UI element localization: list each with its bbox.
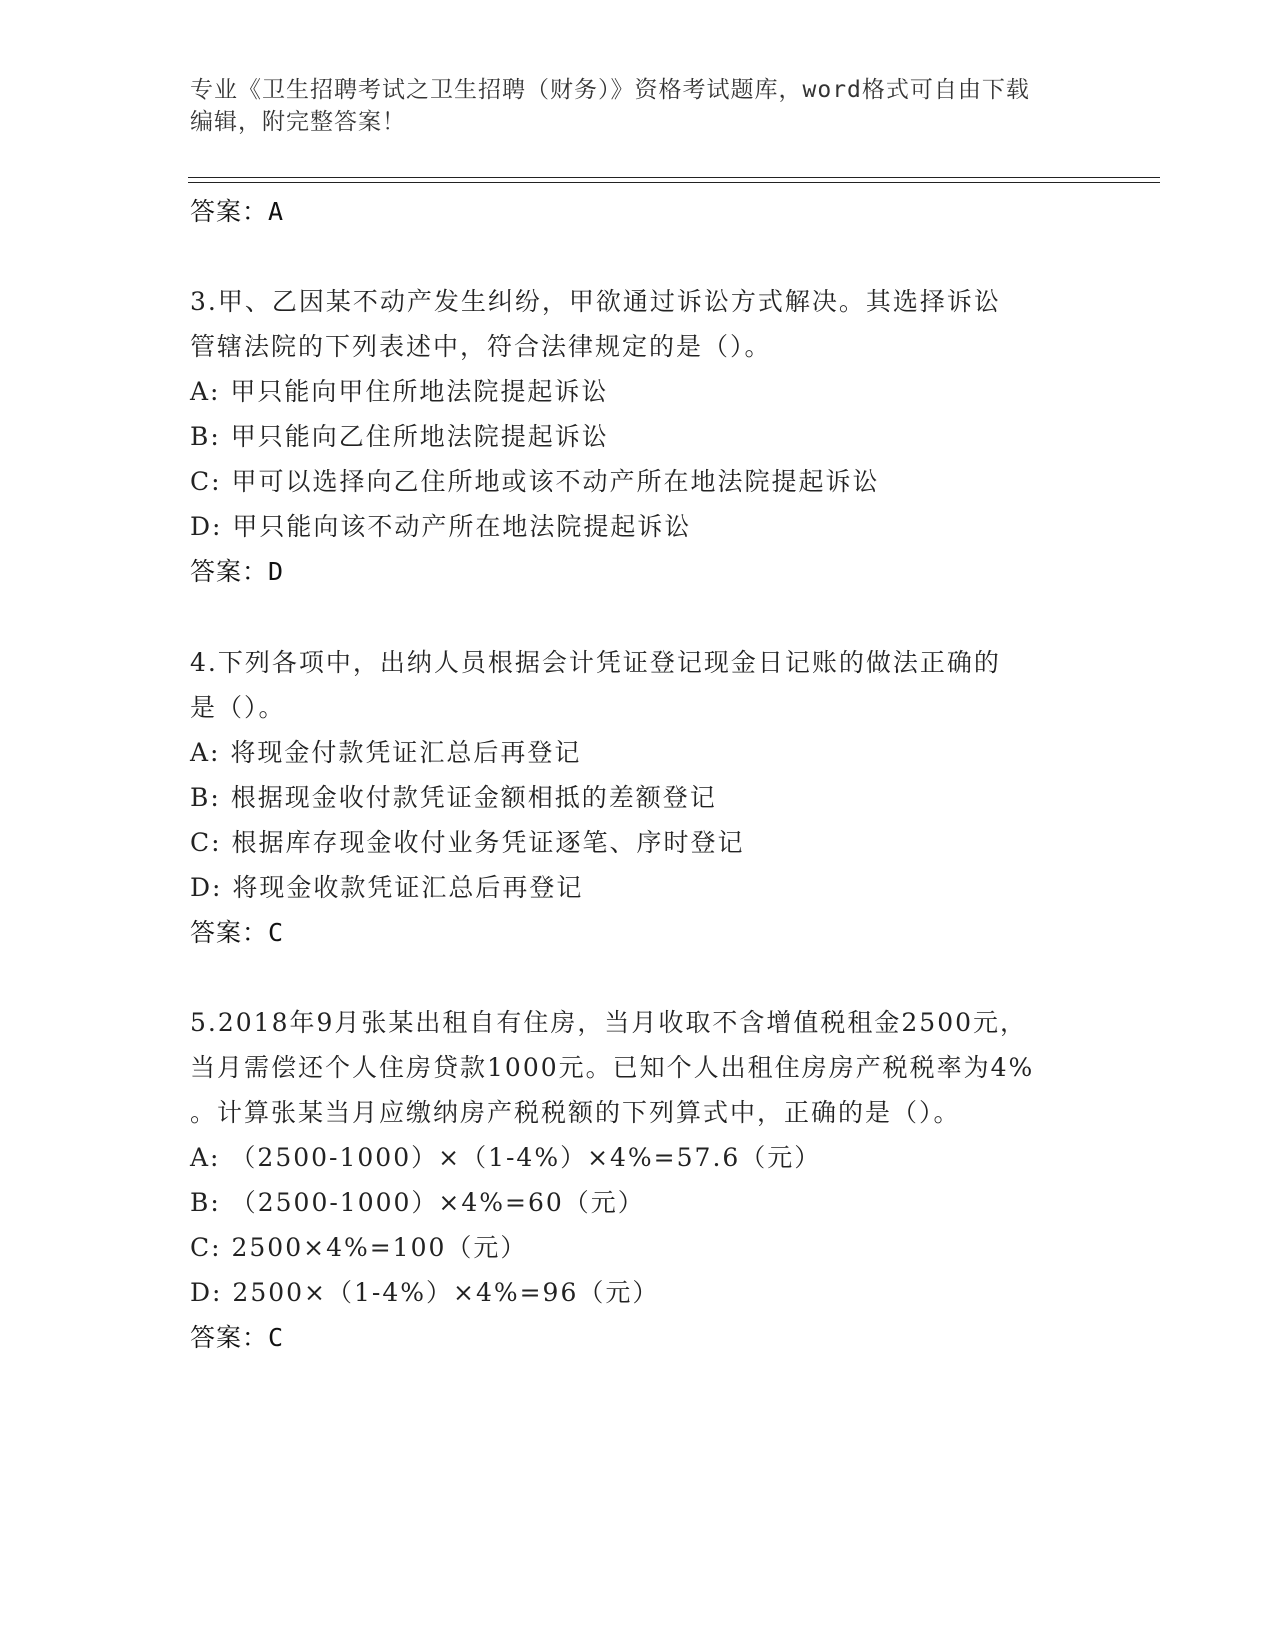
q3-option-b: B: 甲只能向乙住所地法院提起诉讼 (190, 422, 609, 451)
q3-answer: 答案：D (190, 557, 285, 586)
q3-option-c: C: 甲可以选择向乙住所地或该不动产所在地法院提起诉讼 (190, 467, 880, 496)
q4-stem-line-1: 4.下列各项中，出纳人员根据会计凭证登记现金日记账的做法正确的 (190, 648, 1001, 677)
header-line-1: 专业《卫生招聘考试之卫生招聘（财务）》资格考试题库，word格式可自由下载 (190, 77, 1030, 103)
q3-stem-line-2: 管辖法院的下列表述中，符合法律规定的是（）。 (190, 332, 772, 361)
q4-option-c: C: 根据库存现金收付业务凭证逐笔、序时登记 (190, 828, 745, 857)
document-header (190, 74, 1090, 138)
q4-option-a: A: 将现金付款凭证汇总后再登记 (190, 738, 582, 767)
q3-option-a: A: 甲只能向甲住所地法院提起诉讼 (190, 377, 609, 406)
q5-stem-line-2: 当月需偿还个人住房贷款1000元。已知个人出租住房房产税税率为4% (190, 1053, 1035, 1082)
header-divider-thin (188, 177, 1160, 178)
q5-option-a: A: （2500-1000）×（1-4%）×4%=57.6（元） (190, 1143, 822, 1172)
q4-answer: 答案：C (190, 918, 285, 947)
q5-stem-line-1: 5.2018年9月张某出租自有住房，当月收取不含增值税租金2500元， (190, 1008, 1028, 1037)
previous-question-answer: 答案：A (190, 197, 285, 226)
q5-option-d: D: 2500×（1-4%）×4%=96（元） (190, 1278, 660, 1307)
q3-option-d: D: 甲只能向该不动产所在地法院提起诉讼 (190, 512, 692, 541)
q3-stem-line-1: 3.甲、乙因某不动产发生纠纷，甲欲通过诉讼方式解决。其选择诉讼 (190, 287, 1001, 316)
q5-stem-line-3: 。计算张某当月应缴纳房产税税额的下列算式中，正确的是（）。 (190, 1098, 961, 1127)
q4-option-b: B: 根据现金收付款凭证金额相抵的差额登记 (190, 783, 717, 812)
q5-option-b: B: （2500-1000）×4%=60（元） (190, 1188, 645, 1217)
q4-stem-line-2: 是（）。 (190, 693, 286, 722)
header-line-2: 编辑，附完整答案！ (190, 109, 406, 135)
header-divider-thick (188, 182, 1160, 183)
q5-option-c: C: 2500×4%=100（元） (190, 1233, 528, 1262)
q4-option-d: D: 将现金收款凭证汇总后再登记 (190, 873, 584, 902)
q5-answer: 答案：C (190, 1323, 285, 1352)
